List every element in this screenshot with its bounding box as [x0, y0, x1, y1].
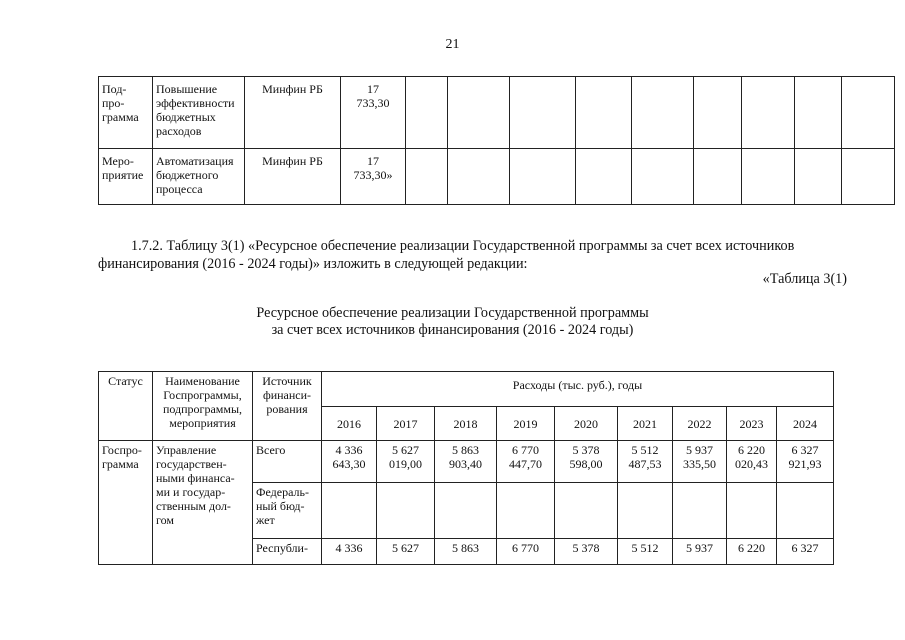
empty-cell	[742, 149, 795, 205]
header-year: 2018	[435, 407, 497, 441]
header-year: 2016	[322, 407, 377, 441]
table-title-line-2: за счет всех источников финансирования (2016 - 2024 годы)	[271, 322, 634, 338]
value-cell	[555, 483, 618, 539]
value-cell: 5 512 487,53	[618, 441, 673, 483]
empty-cell	[795, 77, 842, 149]
empty-cell	[576, 149, 632, 205]
empty-cell	[510, 77, 576, 149]
table-title-line-1: Ресурсное обеспечение реализации Государственной программы	[256, 305, 649, 321]
source-cell: Всего	[253, 441, 322, 483]
value-cell: 5 378	[555, 539, 618, 565]
header-expenses: Расходы (тыс. руб.), годы	[322, 372, 834, 407]
empty-cell	[694, 149, 742, 205]
name-cell: Управление государствен- ными финанса- ми и государ- ственным дол- гом	[153, 441, 253, 565]
value-cell: 5 378 598,00	[555, 441, 618, 483]
empty-cell	[510, 149, 576, 205]
header-year: 2023	[727, 407, 777, 441]
empty-cell	[448, 149, 510, 205]
empty-cell	[842, 77, 895, 149]
page-number: 21	[445, 37, 460, 52]
status-cell: Госпро- грамма	[99, 441, 153, 565]
empty-cell	[842, 149, 895, 205]
value-cell: 5 863 903,40	[435, 441, 497, 483]
value-cell	[435, 483, 497, 539]
source-cell: Федераль- ный бюд- жет	[253, 483, 322, 539]
value-cell: 5 863	[435, 539, 497, 565]
value-cell	[618, 483, 673, 539]
value-cell: 6 220 020,43	[727, 441, 777, 483]
empty-cell	[632, 77, 694, 149]
table-row	[99, 441, 834, 483]
table-row	[99, 77, 895, 149]
empty-cell	[694, 77, 742, 149]
value-cell	[377, 483, 435, 539]
paragraph-line-1: 1.7.2. Таблицу 3(1) «Ресурсное обеспечение реализации Государственной программы за счет всех источников	[131, 238, 795, 254]
header-year: 2022	[673, 407, 727, 441]
name-cell: Автоматизация бюджетного процесса	[153, 149, 245, 205]
value-cell: 6 770 447,70	[497, 441, 555, 483]
header-row	[99, 372, 834, 407]
executor-cell: Минфин РБ	[245, 149, 341, 205]
status-cell: Под- про- грамма	[99, 77, 153, 149]
amount-cell: 17 733,30»	[341, 149, 406, 205]
empty-cell	[632, 149, 694, 205]
empty-cell	[406, 149, 448, 205]
empty-cell	[576, 77, 632, 149]
header-status: Статус	[99, 372, 153, 441]
empty-cell	[448, 77, 510, 149]
table-label: «Таблица 3(1)	[762, 271, 847, 287]
header-year: 2024	[777, 407, 834, 441]
empty-cell	[795, 149, 842, 205]
value-cell: 5 937	[673, 539, 727, 565]
status-cell: Меро- приятие	[99, 149, 153, 205]
value-cell	[673, 483, 727, 539]
header-source: Источник финанси- рования	[253, 372, 322, 441]
continuation-table	[98, 76, 895, 205]
empty-cell	[406, 77, 448, 149]
source-cell: Республи-	[253, 539, 322, 565]
header-year: 2021	[618, 407, 673, 441]
value-cell: 5 512	[618, 539, 673, 565]
amount-cell: 17 733,30	[341, 77, 406, 149]
value-cell: 4 336 643,30	[322, 441, 377, 483]
value-cell	[727, 483, 777, 539]
paragraph-line-2: финансирования (2016 - 2024 годы)» изложить в следующей редакции:	[98, 256, 528, 272]
header-year: 2020	[555, 407, 618, 441]
value-cell: 6 770	[497, 539, 555, 565]
value-cell: 5 627 019,00	[377, 441, 435, 483]
empty-cell	[742, 77, 795, 149]
value-cell	[777, 483, 834, 539]
value-cell: 6 327 921,93	[777, 441, 834, 483]
name-cell: Повышение эффективности бюджетных расходов	[153, 77, 245, 149]
header-year: 2017	[377, 407, 435, 441]
value-cell: 4 336	[322, 539, 377, 565]
header-year: 2019	[497, 407, 555, 441]
value-cell	[497, 483, 555, 539]
executor-cell: Минфин РБ	[245, 77, 341, 149]
value-cell: 6 327	[777, 539, 834, 565]
value-cell: 5 937 335,50	[673, 441, 727, 483]
resource-table	[98, 371, 834, 565]
table-row	[99, 149, 895, 205]
value-cell: 5 627	[377, 539, 435, 565]
value-cell: 6 220	[727, 539, 777, 565]
value-cell	[322, 483, 377, 539]
header-name: Наименование Госпрограммы, подпрограммы, мероприятия	[153, 372, 253, 441]
